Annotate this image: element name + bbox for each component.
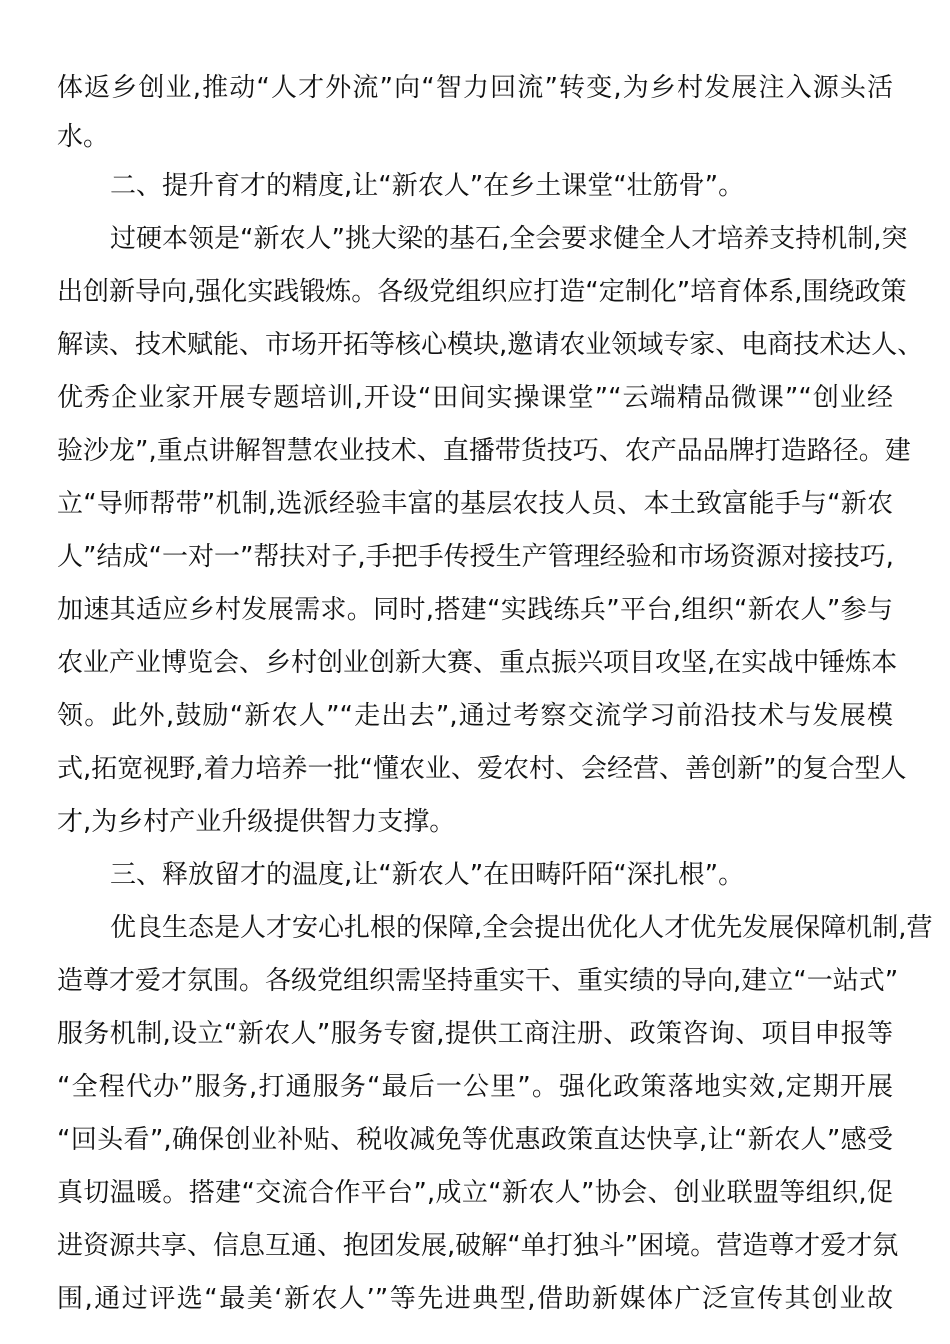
paragraph-start-line: 优良生态是人才安心扎根的保障,全会提出优化人才优先发展保障机制,营 <box>110 913 933 943</box>
body-line: 围,通过评选“最美‘新农人’”等先进典型,借助新媒体广泛宣传其创业故 <box>57 1284 893 1314</box>
body-line: 领。此外,鼓励“新农人”“走出去”,通过考察交流学习前沿技术与发展模 <box>57 701 893 731</box>
body-line: 造尊才爱才氛围。各级党组织需坚持重实干、重实绩的导向,建立“一站式” <box>57 966 899 996</box>
section-heading-2: 二、提升育才的精度,让“新农人”在乡土课堂“壮筋骨”。 <box>110 171 745 201</box>
body-line-end: 才,为乡村产业升级提供智力支撑。 <box>57 807 456 837</box>
body-line: 式,拓宽视野,着力培养一批“懂农业、爱农村、会经营、善创新”的复合型人 <box>57 754 907 784</box>
body-line: 体返乡创业,推动“人才外流”向“智力回流”转变,为乡村发展注入源头活 <box>57 73 893 103</box>
body-line: 验沙龙”,重点讲解智慧农业技术、直播带货技巧、农产品品牌打造路径。建 <box>57 436 911 466</box>
body-line: 出创新导向,强化实践锻炼。各级党组织应打造“定制化”培育体系,围绕政策 <box>57 277 907 307</box>
body-line: 真切温暖。搭建“交流合作平台”,成立“新农人”协会、创业联盟等组织,促 <box>57 1178 893 1208</box>
body-line: “回头看”,确保创业补贴、税收减免等优惠政策直达快享,让“新农人”感受 <box>57 1125 893 1155</box>
body-line: 加速其适应乡村发展需求。同时,搭建“实践练兵”平台,组织“新农人”参与 <box>57 595 893 625</box>
body-line: 人”结成“一对一”帮扶对子,手把手传授生产管理经验和市场资源对接技巧, <box>57 542 894 572</box>
body-line: 立“导师帮带”机制,选派经验丰富的基层农技人员、本土致富能手与“新农 <box>57 489 893 519</box>
paragraph-start-line: 过硬本领是“新农人”挑大梁的基石,全会要求健全人才培养支持机制,突 <box>110 224 908 254</box>
body-line: “全程代办”服务,打通服务“最后一公里”。强化政策落地实效,定期开展 <box>57 1072 893 1102</box>
body-line: 进资源共享、信息互通、抱团发展,破解“单打独斗”困境。营造尊才爱才氛 <box>57 1231 899 1261</box>
body-line: 解读、技术赋能、市场开拓等核心模块,邀请农业领域专家、电商技术达人、 <box>57 330 924 360</box>
body-line-end: 水。 <box>57 122 110 152</box>
body-line: 服务机制,设立“新农人”服务专窗,提供工商注册、政策咨询、项目申报等 <box>57 1019 893 1049</box>
body-line: 农业产业博览会、乡村创业创新大赛、重点振兴项目攻坚,在实战中锤炼本 <box>57 648 898 678</box>
section-heading-3: 三、释放留才的温度,让“新农人”在田畴阡陌“深扎根”。 <box>110 860 745 890</box>
body-line: 优秀企业家开展专题培训,开设“田间实操课堂”“云端精品微课”“创业经 <box>57 383 893 413</box>
